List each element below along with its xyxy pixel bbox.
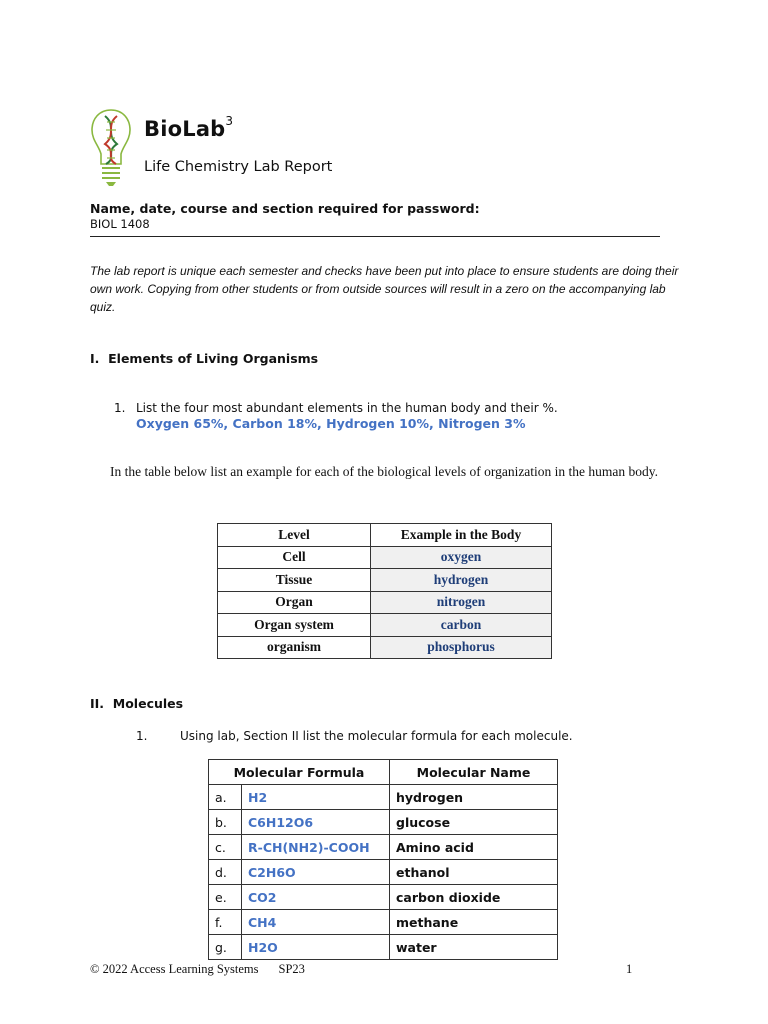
example-cell[interactable]: hydrogen [371, 569, 552, 592]
formula-cell[interactable]: H2 [242, 785, 390, 810]
footer-copyright: © 2022 Access Learning Systems [90, 962, 259, 976]
question-1-answer: Oxygen 65%, Carbon 18%, Hydrogen 10%, Nitrogen 3% [136, 416, 526, 431]
column-header: Molecular Formula [209, 760, 390, 785]
biolab-logo-icon [90, 108, 132, 188]
level-cell: Cell [218, 546, 371, 569]
formula-cell[interactable]: CH4 [242, 910, 390, 935]
molecule-name-cell: Amino acid [390, 835, 558, 860]
column-header: Molecular Name [390, 760, 558, 785]
molecule-name-cell: methane [390, 910, 558, 935]
table-row [209, 835, 558, 860]
section-numeral: II. [90, 696, 105, 711]
table-row [209, 810, 558, 835]
molecules-table [208, 759, 558, 960]
example-cell[interactable]: oxygen [371, 546, 552, 569]
password-label: Name, date, course and section required for password: [90, 201, 480, 216]
section-title: Elements of Living Organisms [108, 351, 319, 366]
page-number: 1 [626, 962, 633, 976]
row-letter: e. [209, 885, 242, 910]
brand-superscript: 3 [225, 114, 234, 128]
molecule-name-cell: glucose [390, 810, 558, 835]
formula-cell[interactable]: R-CH(NH2)-COOH [242, 835, 390, 860]
levels-table [217, 523, 552, 659]
row-letter: c. [209, 835, 242, 860]
question-text: List the four most abundant elements in the human body and their %. [136, 401, 558, 415]
column-header: Example in the Body [371, 524, 552, 547]
example-cell[interactable]: nitrogen [371, 591, 552, 614]
table-row [209, 785, 558, 810]
brand-title [144, 114, 234, 141]
question-2 [136, 729, 573, 743]
row-letter: b. [209, 810, 242, 835]
example-cell[interactable]: phosphorus [371, 636, 552, 659]
section-numeral: I. [90, 351, 100, 366]
footer-term: SP23 [278, 962, 305, 976]
table-row [209, 935, 558, 960]
section-heading-2 [90, 696, 183, 711]
table-header-row [209, 760, 558, 785]
molecule-name-cell: hydrogen [390, 785, 558, 810]
example-cell[interactable]: carbon [371, 614, 552, 637]
row-letter: a. [209, 785, 242, 810]
table-row [209, 910, 558, 935]
report-subtitle: Life Chemistry Lab Report [144, 159, 333, 175]
row-letter: f. [209, 910, 242, 935]
table-header-row [218, 524, 552, 547]
level-cell: organism [218, 636, 371, 659]
table-row [218, 614, 552, 637]
table-row [218, 636, 552, 659]
password-value: BIOL 1408 [90, 217, 150, 231]
molecule-name-cell: carbon dioxide [390, 885, 558, 910]
table-row [209, 885, 558, 910]
question-number: 1. [114, 401, 126, 415]
table-row [218, 569, 552, 592]
table-row [218, 546, 552, 569]
question-1 [114, 400, 558, 416]
row-letter: g. [209, 935, 242, 960]
question-number: 1. [136, 729, 148, 743]
table-row [209, 860, 558, 885]
table-instructions: In the table below list an example for each of the biological levels of organization in the human body. [109, 464, 659, 479]
molecule-name-cell: water [390, 935, 558, 960]
formula-cell[interactable]: CO2 [242, 885, 390, 910]
row-letter: d. [209, 860, 242, 885]
question-text: Using lab, Section II list the molecular formula for each molecule. [180, 729, 573, 743]
divider-line [90, 236, 660, 237]
brand-name: BioLab [144, 117, 226, 141]
level-cell: Organ [218, 591, 371, 614]
intro-paragraph: The lab report is unique each semester and checks have been put into place to ensure students are doing their own work. Copying from other students or from outside sources will result in a zero on the accompanying lab quiz. [90, 264, 679, 314]
section-title: Molecules [112, 696, 184, 711]
level-cell: Organ system [218, 614, 371, 637]
formula-cell[interactable]: C2H6O [242, 860, 390, 885]
section-heading-1 [90, 351, 318, 366]
level-cell: Tissue [218, 569, 371, 592]
molecule-name-cell: ethanol [390, 860, 558, 885]
footer [90, 962, 305, 977]
formula-cell[interactable]: C6H12O6 [242, 810, 390, 835]
column-header: Level [218, 524, 371, 547]
table-row [218, 591, 552, 614]
formula-cell[interactable]: H2O [242, 935, 390, 960]
